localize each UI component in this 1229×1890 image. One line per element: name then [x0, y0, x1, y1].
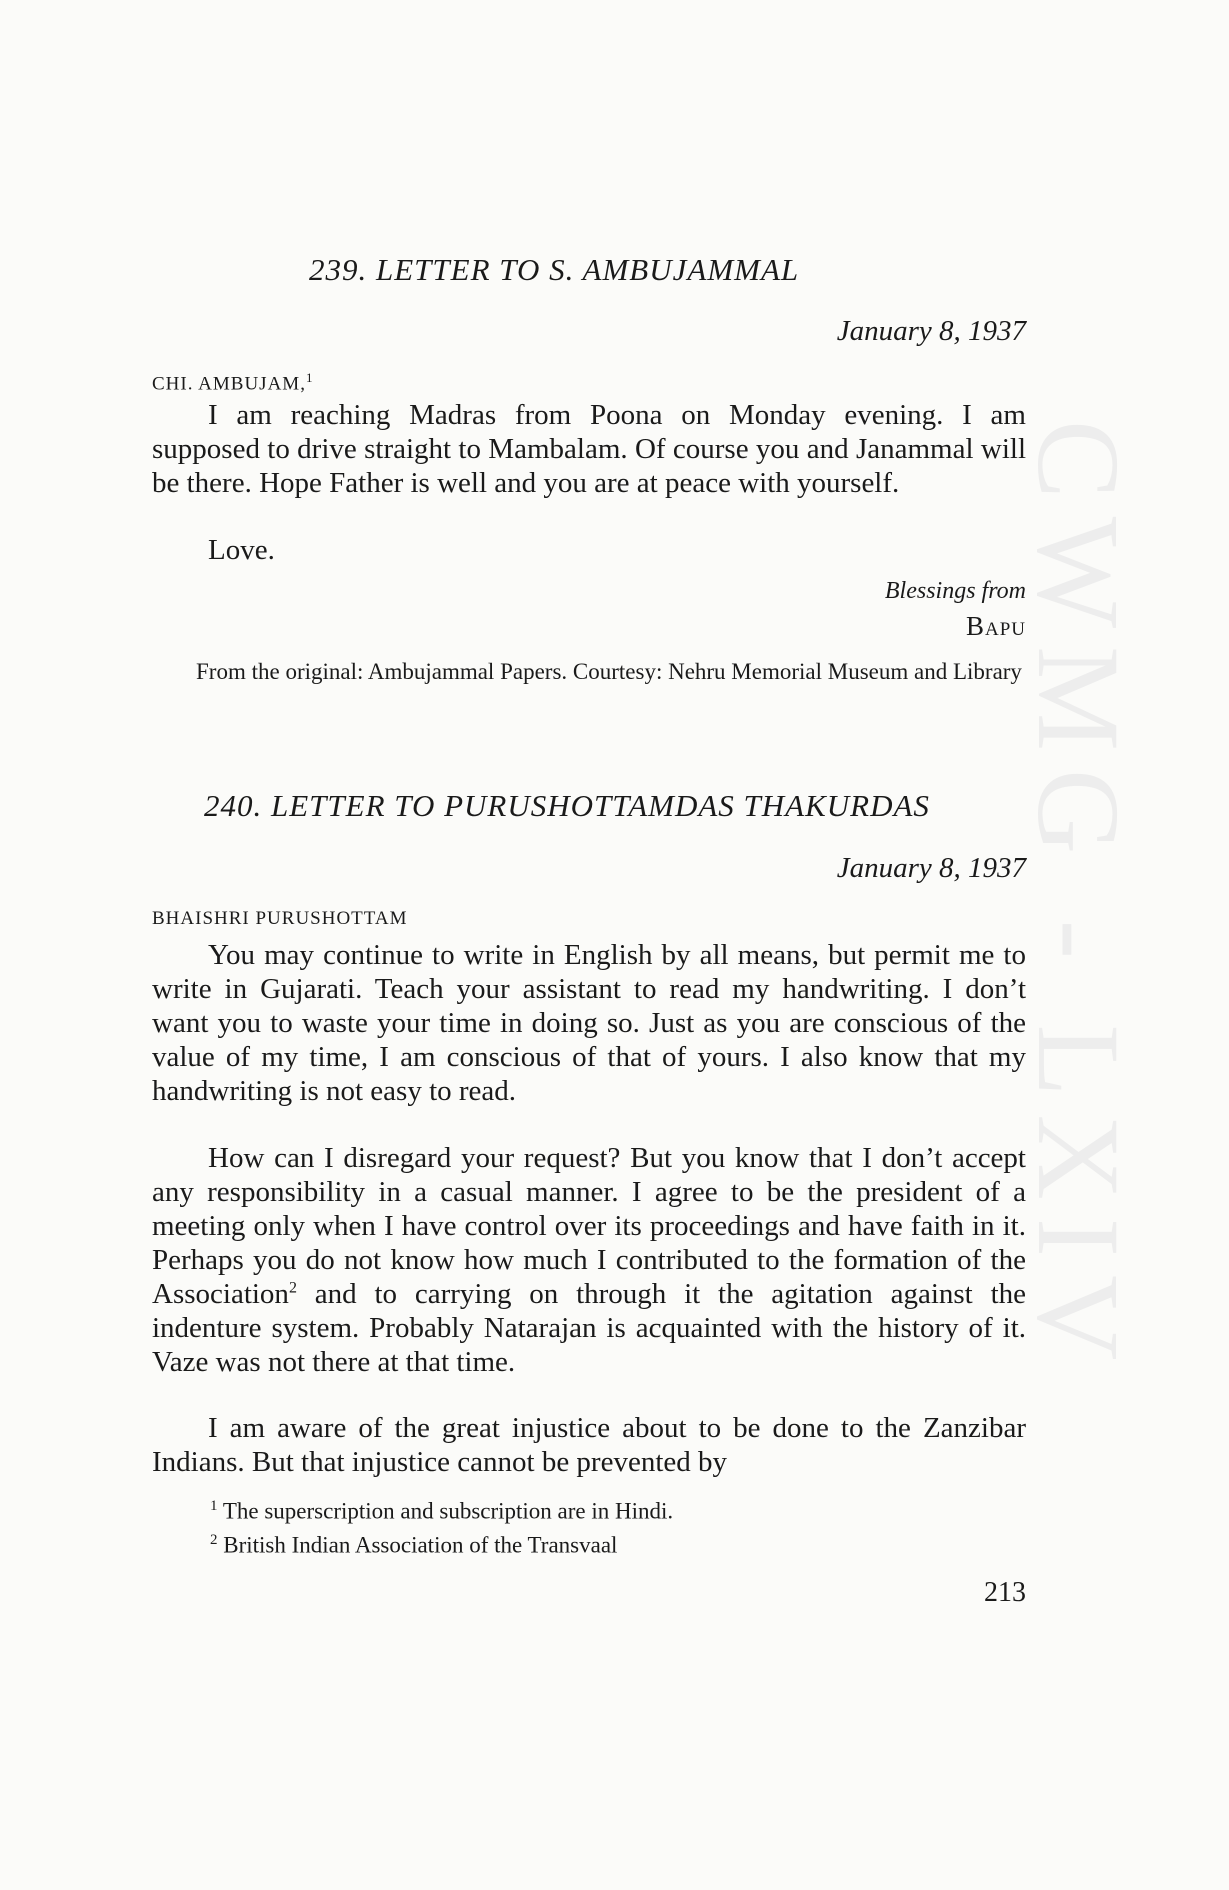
page-number: 213 [984, 1577, 1026, 1608]
letter-date: January 8, 1937 [836, 852, 1026, 884]
body-paragraph: Love. [208, 534, 275, 566]
footnote [210, 1532, 617, 1559]
watermark: CWMG - LXIV [1013, 420, 1144, 1379]
footnote [210, 1498, 673, 1525]
body-paragraph: I am reaching Madras from Poona on Monday evening. I am supposed to drive straight to Mambalam. Of course you and Janammal will be there. Hope Father is well and you are at peace with yourself. [152, 399, 1026, 499]
signature: Bapu [965, 611, 1026, 641]
letter-title: 239. LETTER TO S. AMBUJAMMAL [309, 252, 800, 287]
body-text: and to carrying on through it the agitation against the indenture system. Probably Natarajan is acquainted with the history of it. Vaze was not there at that time. [152, 1278, 1026, 1378]
closing [885, 578, 1026, 642]
letter-title: 240. LETTER TO PURUSHOTTAMDAS THAKURDAS [204, 788, 930, 823]
salutation-text: CHI. AMBUJAM, [152, 373, 306, 395]
letter-date: January 8, 1937 [836, 315, 1026, 347]
footnote-ref: 1 [305, 370, 314, 385]
salutation [152, 370, 313, 395]
footnote-text: The superscription and subscription are in Hindi. [222, 1498, 674, 1524]
body-text: How can I disregard your request? But you know that I don’t accept any responsibility in a casual manner. I agree to be the president of a meeting only when I have control over its proceedings and have faith in it. Perhaps you do not know how much I contributed to the formation of the Association [152, 1142, 1026, 1310]
body-paragraph: You may continue to write in English by all means, but permit me to write in Gujarati. Teach your assistant to read my handwriting. I don’t want you to waste your time in doing so. Just as you are conscious of the value of my time, I am conscious of that of yours. I also know that my handwriting is not easy to read. [152, 939, 1026, 1107]
footnote-ref: 2 [288, 1279, 297, 1297]
salutation: BHAISHRI PURUSHOTTAM [152, 908, 408, 929]
footnote-text: British Indian Association of the Transvaal [223, 1532, 618, 1558]
body-paragraph: I am aware of the great injustice about to be done to the Zanzibar Indians. But that injustice cannot be prevented by [152, 1412, 1026, 1478]
closing-blessings: Blessings from [884, 578, 1026, 604]
body-paragraph [152, 1141, 1026, 1379]
footnote-number: 1 [210, 1498, 218, 1514]
source-note: From the original: Ambujammal Papers. Courtesy: Nehru Memorial Museum and Library [196, 659, 1022, 684]
footnote-number: 2 [210, 1532, 218, 1548]
